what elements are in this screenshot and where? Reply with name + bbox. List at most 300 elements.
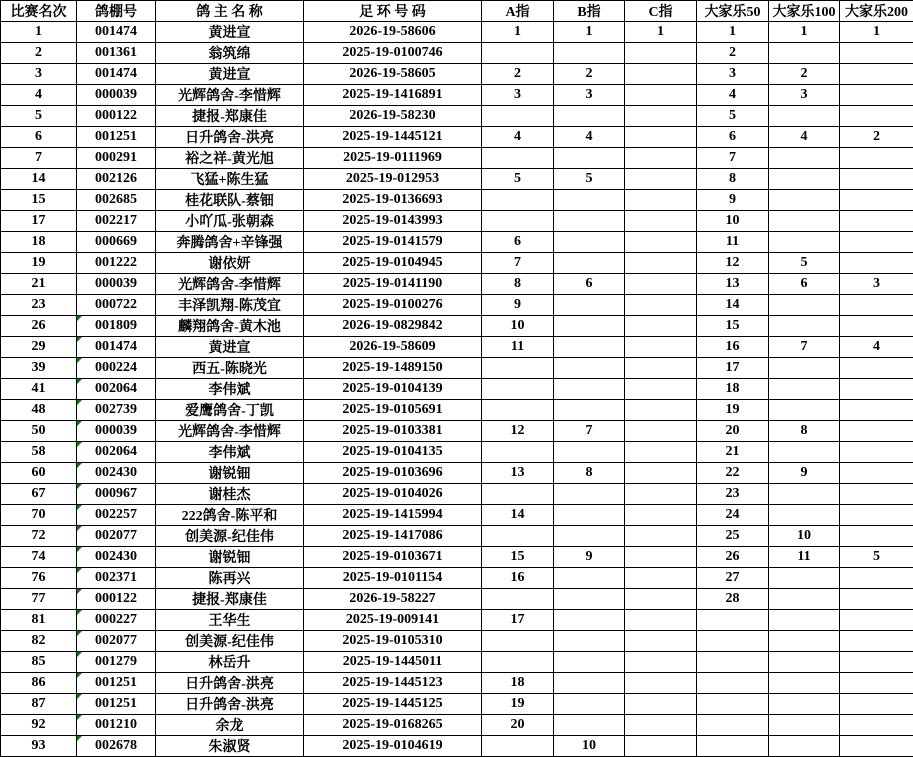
cell-a[interactable] <box>482 652 554 673</box>
cell-a[interactable]: 17 <box>482 610 554 631</box>
cell-owner[interactable]: 谢桂杰 <box>156 484 304 505</box>
cell-d50[interactable]: 9 <box>697 190 769 211</box>
cell-b[interactable] <box>554 505 625 526</box>
cell-d200[interactable] <box>840 631 913 652</box>
cell-a[interactable] <box>482 736 554 757</box>
cell-d200[interactable] <box>840 379 913 400</box>
cell-loft[interactable]: 002064 <box>77 379 156 400</box>
cell-d50[interactable]: 13 <box>697 274 769 295</box>
cell-a[interactable]: 18 <box>482 673 554 694</box>
cell-owner[interactable]: 日升鸽舍-洪亮 <box>156 673 304 694</box>
cell-a[interactable]: 16 <box>482 568 554 589</box>
cell-c[interactable] <box>625 295 697 316</box>
cell-d50[interactable]: 25 <box>697 526 769 547</box>
cell-loft[interactable]: 002126 <box>77 169 156 190</box>
cell-a[interactable]: 5 <box>482 169 554 190</box>
cell-d50[interactable]: 18 <box>697 379 769 400</box>
cell-c[interactable] <box>625 610 697 631</box>
cell-d100[interactable] <box>769 484 840 505</box>
cell-d200[interactable] <box>840 610 913 631</box>
cell-ring[interactable]: 2025-19-0104945 <box>304 253 482 274</box>
cell-a[interactable] <box>482 484 554 505</box>
cell-d50[interactable]: 26 <box>697 547 769 568</box>
cell-owner[interactable]: 捷报-郑康佳 <box>156 589 304 610</box>
cell-d200[interactable] <box>840 505 913 526</box>
cell-rank[interactable]: 29 <box>1 337 77 358</box>
cell-owner[interactable]: 222鸽舍-陈平和 <box>156 505 304 526</box>
cell-d200[interactable] <box>840 694 913 715</box>
cell-c[interactable] <box>625 358 697 379</box>
cell-d100[interactable] <box>769 505 840 526</box>
cell-ring[interactable]: 2026-19-58606 <box>304 22 482 43</box>
cell-b[interactable] <box>554 295 625 316</box>
cell-owner[interactable]: 李伟斌 <box>156 442 304 463</box>
cell-rank[interactable]: 58 <box>1 442 77 463</box>
cell-rank[interactable]: 21 <box>1 274 77 295</box>
cell-loft[interactable]: 000039 <box>77 85 156 106</box>
cell-d100[interactable] <box>769 232 840 253</box>
cell-ring[interactable]: 2025-19-0111969 <box>304 148 482 169</box>
cell-d200[interactable]: 5 <box>840 547 913 568</box>
cell-ring[interactable]: 2025-19-1417086 <box>304 526 482 547</box>
cell-d50[interactable]: 24 <box>697 505 769 526</box>
cell-a[interactable]: 13 <box>482 463 554 484</box>
cell-c[interactable] <box>625 337 697 358</box>
cell-d100[interactable]: 9 <box>769 463 840 484</box>
cell-d50[interactable]: 8 <box>697 169 769 190</box>
cell-rank[interactable]: 17 <box>1 211 77 232</box>
cell-owner[interactable]: 谢锐钿 <box>156 463 304 484</box>
cell-d100[interactable] <box>769 190 840 211</box>
cell-d50[interactable]: 27 <box>697 568 769 589</box>
cell-ring[interactable]: 2025-19-0105310 <box>304 631 482 652</box>
cell-d100[interactable] <box>769 568 840 589</box>
header-d200[interactable]: 大家乐200 <box>840 1 913 22</box>
cell-loft[interactable]: 002685 <box>77 190 156 211</box>
cell-c[interactable] <box>625 526 697 547</box>
cell-a[interactable] <box>482 526 554 547</box>
header-c[interactable]: C指 <box>625 1 697 22</box>
cell-owner[interactable]: 奔腾鸽舍+辛锋强 <box>156 232 304 253</box>
cell-d100[interactable] <box>769 715 840 736</box>
cell-c[interactable] <box>625 547 697 568</box>
cell-ring[interactable]: 2025-19-0104619 <box>304 736 482 757</box>
cell-rank[interactable]: 82 <box>1 631 77 652</box>
cell-c[interactable] <box>625 715 697 736</box>
cell-loft[interactable]: 002077 <box>77 631 156 652</box>
cell-d100[interactable]: 3 <box>769 85 840 106</box>
cell-a[interactable]: 1 <box>482 22 554 43</box>
cell-ring[interactable]: 2025-19-009141 <box>304 610 482 631</box>
cell-c[interactable] <box>625 631 697 652</box>
cell-loft[interactable]: 000722 <box>77 295 156 316</box>
cell-d200[interactable] <box>840 442 913 463</box>
cell-rank[interactable]: 3 <box>1 64 77 85</box>
cell-c[interactable] <box>625 148 697 169</box>
cell-d100[interactable] <box>769 169 840 190</box>
cell-c[interactable] <box>625 379 697 400</box>
cell-owner[interactable]: 捷报-郑康佳 <box>156 106 304 127</box>
cell-d100[interactable] <box>769 652 840 673</box>
cell-loft[interactable]: 001474 <box>77 22 156 43</box>
cell-b[interactable] <box>554 337 625 358</box>
cell-b[interactable] <box>554 379 625 400</box>
cell-b[interactable] <box>554 568 625 589</box>
cell-d100[interactable] <box>769 358 840 379</box>
cell-a[interactable]: 8 <box>482 274 554 295</box>
cell-a[interactable]: 19 <box>482 694 554 715</box>
cell-ring[interactable]: 2025-19-0101154 <box>304 568 482 589</box>
cell-loft[interactable]: 000669 <box>77 232 156 253</box>
cell-owner[interactable]: 李伟斌 <box>156 379 304 400</box>
cell-owner[interactable]: 日升鸽舍-洪亮 <box>156 127 304 148</box>
cell-owner[interactable]: 桂花联队-蔡钿 <box>156 190 304 211</box>
cell-rank[interactable]: 6 <box>1 127 77 148</box>
cell-b[interactable]: 3 <box>554 85 625 106</box>
cell-ring[interactable]: 2025-19-0103696 <box>304 463 482 484</box>
cell-ring[interactable]: 2025-19-1445125 <box>304 694 482 715</box>
cell-c[interactable]: 1 <box>625 22 697 43</box>
cell-d100[interactable]: 8 <box>769 421 840 442</box>
cell-rank[interactable]: 48 <box>1 400 77 421</box>
cell-owner[interactable]: 创美源-纪佳伟 <box>156 631 304 652</box>
cell-d100[interactable]: 5 <box>769 253 840 274</box>
cell-rank[interactable]: 41 <box>1 379 77 400</box>
cell-c[interactable] <box>625 442 697 463</box>
cell-rank[interactable]: 81 <box>1 610 77 631</box>
cell-b[interactable]: 1 <box>554 22 625 43</box>
cell-a[interactable] <box>482 631 554 652</box>
cell-d50[interactable] <box>697 694 769 715</box>
cell-c[interactable] <box>625 736 697 757</box>
cell-loft[interactable]: 001474 <box>77 337 156 358</box>
header-d50[interactable]: 大家乐50 <box>697 1 769 22</box>
header-owner[interactable]: 鸽 主 名 称 <box>156 1 304 22</box>
cell-b[interactable] <box>554 673 625 694</box>
cell-d100[interactable] <box>769 589 840 610</box>
cell-rank[interactable]: 85 <box>1 652 77 673</box>
cell-owner[interactable]: 王华生 <box>156 610 304 631</box>
cell-c[interactable] <box>625 253 697 274</box>
cell-d200[interactable] <box>840 64 913 85</box>
header-a[interactable]: A指 <box>482 1 554 22</box>
cell-d100[interactable] <box>769 379 840 400</box>
cell-d50[interactable]: 7 <box>697 148 769 169</box>
cell-b[interactable]: 2 <box>554 64 625 85</box>
cell-ring[interactable]: 2025-19-1445011 <box>304 652 482 673</box>
cell-d100[interactable] <box>769 211 840 232</box>
cell-c[interactable] <box>625 694 697 715</box>
cell-loft[interactable]: 001361 <box>77 43 156 64</box>
cell-owner[interactable]: 朱淑贤 <box>156 736 304 757</box>
cell-loft[interactable]: 002257 <box>77 505 156 526</box>
cell-d100[interactable] <box>769 148 840 169</box>
cell-d50[interactable]: 17 <box>697 358 769 379</box>
cell-rank[interactable]: 7 <box>1 148 77 169</box>
cell-loft[interactable]: 002739 <box>77 400 156 421</box>
cell-d200[interactable]: 2 <box>840 127 913 148</box>
cell-c[interactable] <box>625 484 697 505</box>
cell-d200[interactable] <box>840 211 913 232</box>
cell-d100[interactable] <box>769 673 840 694</box>
cell-owner[interactable]: 西五-陈晓光 <box>156 358 304 379</box>
cell-b[interactable]: 5 <box>554 169 625 190</box>
cell-c[interactable] <box>625 190 697 211</box>
cell-a[interactable] <box>482 43 554 64</box>
cell-c[interactable] <box>625 568 697 589</box>
cell-owner[interactable]: 黄进宣 <box>156 22 304 43</box>
cell-d200[interactable] <box>840 85 913 106</box>
cell-d50[interactable]: 2 <box>697 43 769 64</box>
cell-c[interactable] <box>625 211 697 232</box>
cell-rank[interactable]: 26 <box>1 316 77 337</box>
cell-loft[interactable]: 000227 <box>77 610 156 631</box>
cell-b[interactable]: 10 <box>554 736 625 757</box>
cell-c[interactable] <box>625 316 697 337</box>
cell-rank[interactable]: 2 <box>1 43 77 64</box>
cell-b[interactable]: 4 <box>554 127 625 148</box>
cell-b[interactable] <box>554 43 625 64</box>
cell-rank[interactable]: 87 <box>1 694 77 715</box>
cell-ring[interactable]: 2025-19-0104139 <box>304 379 482 400</box>
cell-b[interactable] <box>554 232 625 253</box>
cell-b[interactable] <box>554 652 625 673</box>
cell-d200[interactable]: 4 <box>840 337 913 358</box>
cell-d50[interactable] <box>697 736 769 757</box>
cell-owner[interactable]: 谢依妍 <box>156 253 304 274</box>
cell-a[interactable] <box>482 106 554 127</box>
cell-a[interactable]: 15 <box>482 547 554 568</box>
cell-loft[interactable]: 001222 <box>77 253 156 274</box>
cell-rank[interactable]: 50 <box>1 421 77 442</box>
cell-b[interactable] <box>554 526 625 547</box>
cell-c[interactable] <box>625 43 697 64</box>
cell-b[interactable] <box>554 358 625 379</box>
cell-d50[interactable]: 1 <box>697 22 769 43</box>
cell-d100[interactable] <box>769 694 840 715</box>
cell-rank[interactable]: 14 <box>1 169 77 190</box>
cell-a[interactable] <box>482 148 554 169</box>
cell-d200[interactable] <box>840 43 913 64</box>
cell-rank[interactable]: 70 <box>1 505 77 526</box>
cell-owner[interactable]: 光辉鸽舍-李惜辉 <box>156 274 304 295</box>
cell-d50[interactable]: 19 <box>697 400 769 421</box>
cell-loft[interactable]: 002077 <box>77 526 156 547</box>
cell-loft[interactable]: 001251 <box>77 673 156 694</box>
cell-ring[interactable]: 2025-19-1489150 <box>304 358 482 379</box>
cell-owner[interactable]: 黄进宣 <box>156 337 304 358</box>
cell-d200[interactable] <box>840 148 913 169</box>
cell-rank[interactable]: 92 <box>1 715 77 736</box>
cell-rank[interactable]: 39 <box>1 358 77 379</box>
cell-loft[interactable]: 002678 <box>77 736 156 757</box>
header-ring[interactable]: 足 环 号 码 <box>304 1 482 22</box>
cell-d200[interactable] <box>840 358 913 379</box>
cell-ring[interactable]: 2025-19-1415994 <box>304 505 482 526</box>
cell-d100[interactable] <box>769 43 840 64</box>
cell-ring[interactable]: 2026-19-58230 <box>304 106 482 127</box>
cell-d50[interactable]: 20 <box>697 421 769 442</box>
cell-d50[interactable]: 28 <box>697 589 769 610</box>
cell-d50[interactable]: 11 <box>697 232 769 253</box>
cell-loft[interactable]: 001210 <box>77 715 156 736</box>
cell-c[interactable] <box>625 505 697 526</box>
cell-loft[interactable]: 000224 <box>77 358 156 379</box>
cell-d50[interactable]: 3 <box>697 64 769 85</box>
cell-ring[interactable]: 2025-19-1445121 <box>304 127 482 148</box>
cell-d200[interactable] <box>840 400 913 421</box>
cell-rank[interactable]: 74 <box>1 547 77 568</box>
cell-c[interactable] <box>625 127 697 148</box>
cell-d50[interactable]: 15 <box>697 316 769 337</box>
cell-d50[interactable]: 10 <box>697 211 769 232</box>
cell-b[interactable] <box>554 484 625 505</box>
cell-d200[interactable] <box>840 736 913 757</box>
cell-rank[interactable]: 23 <box>1 295 77 316</box>
cell-b[interactable]: 7 <box>554 421 625 442</box>
cell-b[interactable] <box>554 190 625 211</box>
cell-d200[interactable] <box>840 190 913 211</box>
header-d100[interactable]: 大家乐100 <box>769 1 840 22</box>
cell-rank[interactable]: 67 <box>1 484 77 505</box>
cell-d200[interactable] <box>840 463 913 484</box>
cell-d200[interactable] <box>840 421 913 442</box>
cell-b[interactable] <box>554 442 625 463</box>
cell-d100[interactable] <box>769 631 840 652</box>
cell-ring[interactable]: 2025-19-1416891 <box>304 85 482 106</box>
cell-owner[interactable]: 创美源-纪佳伟 <box>156 526 304 547</box>
cell-c[interactable] <box>625 232 697 253</box>
cell-rank[interactable]: 93 <box>1 736 77 757</box>
cell-owner[interactable]: 爱鹰鸽舍-丁凯 <box>156 400 304 421</box>
cell-rank[interactable]: 1 <box>1 22 77 43</box>
cell-c[interactable] <box>625 64 697 85</box>
cell-d50[interactable] <box>697 631 769 652</box>
cell-loft[interactable]: 000122 <box>77 589 156 610</box>
cell-d200[interactable] <box>840 526 913 547</box>
cell-owner[interactable]: 光辉鸽舍-李惜辉 <box>156 421 304 442</box>
cell-d50[interactable] <box>697 652 769 673</box>
cell-a[interactable]: 6 <box>482 232 554 253</box>
cell-ring[interactable]: 2025-19-0168265 <box>304 715 482 736</box>
cell-c[interactable] <box>625 421 697 442</box>
cell-owner[interactable]: 麟翔鸽舍-黄木池 <box>156 316 304 337</box>
cell-owner[interactable]: 谢锐钿 <box>156 547 304 568</box>
cell-c[interactable] <box>625 169 697 190</box>
cell-b[interactable] <box>554 610 625 631</box>
cell-d100[interactable] <box>769 610 840 631</box>
cell-c[interactable] <box>625 400 697 421</box>
cell-a[interactable] <box>482 211 554 232</box>
cell-rank[interactable]: 72 <box>1 526 77 547</box>
cell-ring[interactable]: 2025-19-0141579 <box>304 232 482 253</box>
cell-c[interactable] <box>625 85 697 106</box>
cell-a[interactable]: 12 <box>482 421 554 442</box>
cell-loft[interactable]: 001279 <box>77 652 156 673</box>
cell-d50[interactable] <box>697 715 769 736</box>
cell-d100[interactable]: 4 <box>769 127 840 148</box>
cell-d50[interactable]: 6 <box>697 127 769 148</box>
cell-ring[interactable]: 2025-19-1445123 <box>304 673 482 694</box>
cell-b[interactable] <box>554 400 625 421</box>
cell-ring[interactable]: 2025-19-0103381 <box>304 421 482 442</box>
cell-d50[interactable]: 12 <box>697 253 769 274</box>
cell-loft[interactable]: 002430 <box>77 463 156 484</box>
cell-c[interactable] <box>625 106 697 127</box>
cell-c[interactable] <box>625 589 697 610</box>
cell-a[interactable] <box>482 190 554 211</box>
cell-loft[interactable]: 001474 <box>77 64 156 85</box>
cell-ring[interactable]: 2025-19-0104026 <box>304 484 482 505</box>
cell-owner[interactable]: 日升鸽舍-洪亮 <box>156 694 304 715</box>
cell-c[interactable] <box>625 463 697 484</box>
cell-d50[interactable] <box>697 673 769 694</box>
cell-a[interactable]: 2 <box>482 64 554 85</box>
cell-d200[interactable] <box>840 484 913 505</box>
cell-d50[interactable]: 21 <box>697 442 769 463</box>
cell-a[interactable]: 14 <box>482 505 554 526</box>
cell-d50[interactable]: 14 <box>697 295 769 316</box>
cell-d100[interactable]: 1 <box>769 22 840 43</box>
cell-d200[interactable] <box>840 232 913 253</box>
cell-rank[interactable]: 60 <box>1 463 77 484</box>
cell-ring[interactable]: 2025-19-012953 <box>304 169 482 190</box>
cell-owner[interactable]: 小吖瓜-张朝森 <box>156 211 304 232</box>
cell-loft[interactable]: 000122 <box>77 106 156 127</box>
cell-d200[interactable] <box>840 715 913 736</box>
cell-owner[interactable]: 裕之祥-黄光旭 <box>156 148 304 169</box>
cell-ring[interactable]: 2025-19-0100276 <box>304 295 482 316</box>
cell-owner[interactable]: 余龙 <box>156 715 304 736</box>
cell-owner[interactable]: 丰泽凯翔-陈茂宜 <box>156 295 304 316</box>
cell-ring[interactable]: 2026-19-58609 <box>304 337 482 358</box>
cell-owner[interactable]: 翁筑绵 <box>156 43 304 64</box>
cell-d200[interactable]: 1 <box>840 22 913 43</box>
cell-d50[interactable] <box>697 610 769 631</box>
cell-d200[interactable] <box>840 568 913 589</box>
cell-a[interactable]: 20 <box>482 715 554 736</box>
cell-ring[interactable]: 2025-19-0143993 <box>304 211 482 232</box>
cell-c[interactable] <box>625 274 697 295</box>
cell-d200[interactable] <box>840 652 913 673</box>
cell-rank[interactable]: 18 <box>1 232 77 253</box>
cell-d200[interactable] <box>840 253 913 274</box>
cell-loft[interactable]: 002064 <box>77 442 156 463</box>
cell-ring[interactable]: 2025-19-0104135 <box>304 442 482 463</box>
cell-ring[interactable]: 2025-19-0141190 <box>304 274 482 295</box>
cell-rank[interactable]: 4 <box>1 85 77 106</box>
cell-b[interactable]: 9 <box>554 547 625 568</box>
cell-b[interactable] <box>554 694 625 715</box>
cell-b[interactable] <box>554 589 625 610</box>
cell-loft[interactable]: 000039 <box>77 274 156 295</box>
cell-a[interactable]: 4 <box>482 127 554 148</box>
cell-loft[interactable]: 001251 <box>77 694 156 715</box>
header-loft[interactable]: 鸽棚号 <box>77 1 156 22</box>
cell-rank[interactable]: 15 <box>1 190 77 211</box>
cell-a[interactable]: 9 <box>482 295 554 316</box>
cell-d100[interactable]: 7 <box>769 337 840 358</box>
header-b[interactable]: B指 <box>554 1 625 22</box>
cell-d100[interactable]: 2 <box>769 64 840 85</box>
cell-d200[interactable]: 3 <box>840 274 913 295</box>
cell-rank[interactable]: 86 <box>1 673 77 694</box>
header-rank[interactable]: 比赛名次 <box>1 1 77 22</box>
cell-loft[interactable]: 002371 <box>77 568 156 589</box>
cell-owner[interactable]: 飞猛+陈生猛 <box>156 169 304 190</box>
cell-b[interactable] <box>554 106 625 127</box>
cell-a[interactable]: 11 <box>482 337 554 358</box>
